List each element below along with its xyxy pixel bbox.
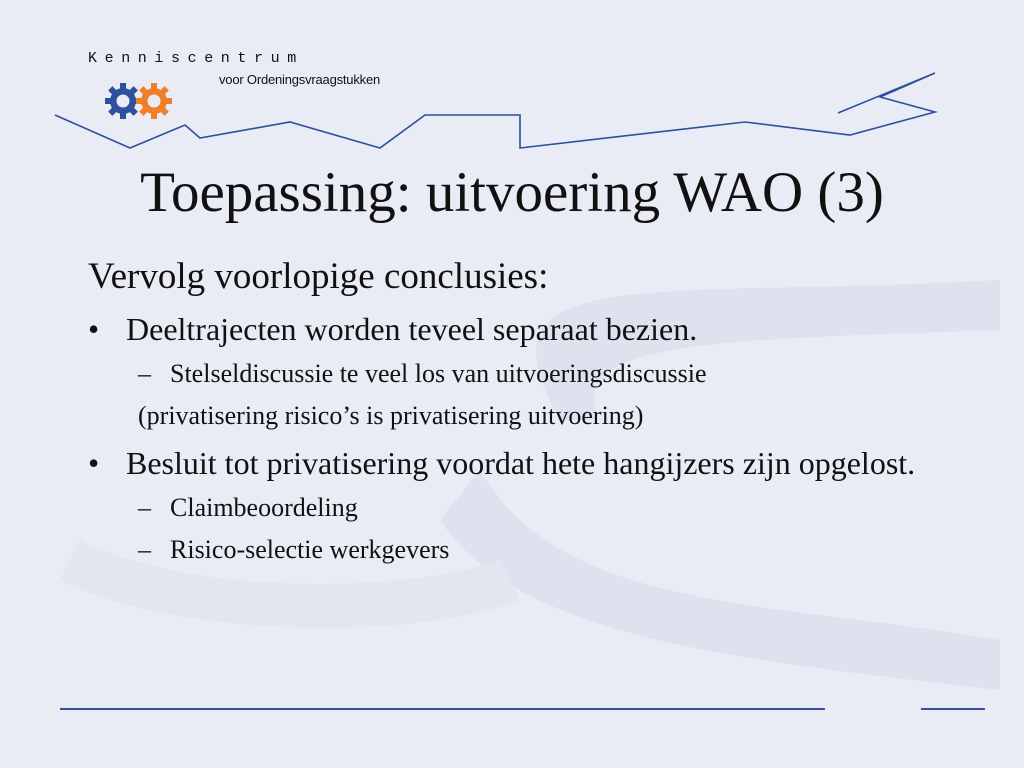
dash-icon: – xyxy=(138,535,151,564)
sub-bullet-text: Risico-selectie werkgevers xyxy=(170,535,450,564)
slide-title: Toepassing: uitvoering WAO (3) xyxy=(140,161,884,224)
footer-line-left xyxy=(60,708,825,710)
bullet-text: Deeltrajecten worden teveel separaat bezien. xyxy=(126,311,698,347)
sub-bullet-text: Stelseldiscussie te veel los van uitvoeringsdiscussie xyxy=(170,359,707,388)
sub-bullet-item xyxy=(88,534,988,566)
dash-icon: – xyxy=(138,359,151,388)
header-decoration-line xyxy=(0,0,1024,160)
bullet-icon: • xyxy=(88,445,100,481)
sub-bullet-continuation: (privatisering risico’s is privatisering uitvoering) xyxy=(138,401,644,430)
sub-bullet-item xyxy=(88,492,988,524)
footer-line-right xyxy=(921,708,985,710)
bullet-icon: • xyxy=(88,311,100,347)
bullet-item xyxy=(88,444,988,482)
sub-bullet-text: Claimbeoordeling xyxy=(170,493,358,522)
bullet-item xyxy=(88,310,988,348)
logo-name: Kenniscentrum xyxy=(88,50,304,67)
logo-subtitle: voor Ordeningsvraagstukken xyxy=(219,72,381,87)
gears-logo-icon xyxy=(103,82,175,120)
bullet-text: Besluit tot privatisering voordat hete hangijzers zijn opgelost. xyxy=(126,445,916,481)
intro-text: Vervolg voorlopige conclusies: xyxy=(88,256,549,297)
slide-body xyxy=(88,252,988,566)
sub-bullet-item xyxy=(88,358,988,390)
dash-icon: – xyxy=(138,493,151,522)
